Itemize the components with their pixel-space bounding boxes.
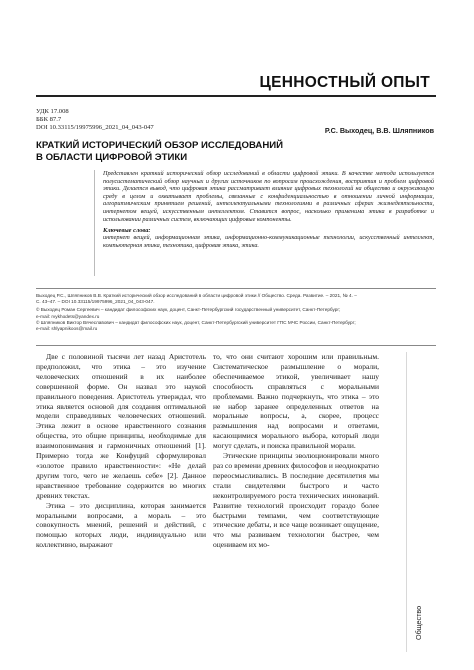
section-title: ЦЕННОСТНЫЙ ОПЫТ <box>259 74 430 91</box>
udk-code: УДК 17.008 <box>36 108 69 115</box>
side-divider <box>406 352 407 652</box>
title-line-1: КРАТКИЙ ИСТОРИЧЕСКИЙ ОБЗОР ИССЛЕДОВАНИЙ <box>36 140 284 151</box>
author-info-line: © Шляпников Виктор Вячеславович – кандидат философских наук, доцент, Санкт-Петербургский университет ГПС МЧС России, Санкт-Петербург; <box>36 319 356 325</box>
body-paragraph: Две с половиной тысячи лет назад Аристотель предположил, что этика – это изучение человеческих отношений в их наиболее совершенной форме. Он назвал это наукой правильного поведения. Аристотель утверждал, что этика является основой для создания оптимальной модели справедливых человеческих отношений. Этика лежит в основе нравственного сознания общества, это общие принципы, необходимые для взаимопонимания и гармоничных отношений [1]. Примерно тогда же Конфуций сформулировал «золотое правило нравственности»: «Не делай другим того, чего не желаешь себе» [2]. Данное нравственное требование содержится во многих древних текстах. <box>36 352 206 500</box>
bbk-code: ББК 87.7 <box>36 116 62 124</box>
abstract-text: Представлен краткий исторический обзор исследований в области цифровой этики. В качестве метода используется полусистематический обзор научных и других источников по вопросам происхождения, восприятия и проблем цифровой этики. Делается вывод, что цифровая этика рассматривает влияние цифровых технологий на общество и окружающую среду в целом и охватывает проблемы, связанные с конфиденциальностью в отношении личной информации, алгоритмическим принятием решений, интеллектуальными технологиями в различных сферах жизнедеятельности, интернетом вещей, искусственным интеллектом. Ставится вопрос, насколько применима этика в разработке и использовании различных систем, включающих цифровые компоненты. <box>103 170 434 223</box>
author-email[interactable]: e-mail: rvykhodets@yandex.ru <box>36 313 100 319</box>
header-rule <box>36 95 436 97</box>
body-paragraph: то, что они считают хорошим или правильным. Систематическое размышление о морали, обеспечиваемое этикой, увеличивает нашу способность справляться с моральными проблемами. Важно подчеркнуть, что этика – это не набор заранее определенных ответов на моральные вопросы, а, скорее, процесс размышления над вопросами и ответами, касающимися морального выбора, который люди могут сделать, и поиска правильной морали. <box>213 352 379 451</box>
article-title <box>36 140 416 163</box>
body-column-left <box>36 352 206 652</box>
body-paragraph: Этические принципы эволюционировали много раз со времени древних философов и неоднократно переосмысливались. В последние десятилетия мы стали свидетелями быстрого и часто неконтролируемого роста технических инноваций. Развитие технологий происходит гораздо более быстрыми темпами, чем соответствующие этические дебаты, и все чаще возникает ощущение, что мы развиваем технологии быстрее, чем оцениваем их мо- <box>213 451 379 550</box>
body-paragraph: Этика – это дисциплина, которая занимается моральными вопросами, а мораль – это совокупность мнений, решений и действий, с помощью которых люди, индивидуально или коллективно, выражают <box>36 500 206 550</box>
article-meta <box>36 108 154 133</box>
author-email[interactable]: e-mail: shlyapnikoos@mail.ru <box>36 326 98 332</box>
body-column-right <box>213 352 379 652</box>
citation-box <box>36 288 436 346</box>
abstract-box <box>94 170 434 276</box>
keywords-text: интернет вещей, информационная этика, информационно-коммуникационные технологии, искусственный интеллект, компьютерная этика, технотика, цифровая этика, этика. <box>103 234 434 249</box>
authors: Р.С. Выходец, В.В. Шляпников <box>324 126 434 135</box>
doi-link[interactable]: DOI 10.33115/19975996_2021_04_043-047 <box>36 124 154 132</box>
citation-line: Выходец Р.С., Шляпников В.В. Краткий исторический обзор исследований в области цифровой этики // Общество. Среда. Развитие. – 2021, № 4. – <box>36 293 357 298</box>
title-line-2: В ОБЛАСТИ ЦИФРОВОЙ ЭТИКИ <box>36 151 188 163</box>
citation-line: С. 43–47. – DOI 10.33115/19975996_2021_04_043-047. <box>36 299 155 305</box>
keywords-title: Ключевые слова: <box>103 227 151 235</box>
author-info-line: © Выходец Роман Сергеевич – кандидат философских наук, доцент, Санкт-Петербургский государственный университет, Санкт-Петербург; <box>36 307 341 313</box>
journal-side-label: Общество <box>414 605 423 640</box>
